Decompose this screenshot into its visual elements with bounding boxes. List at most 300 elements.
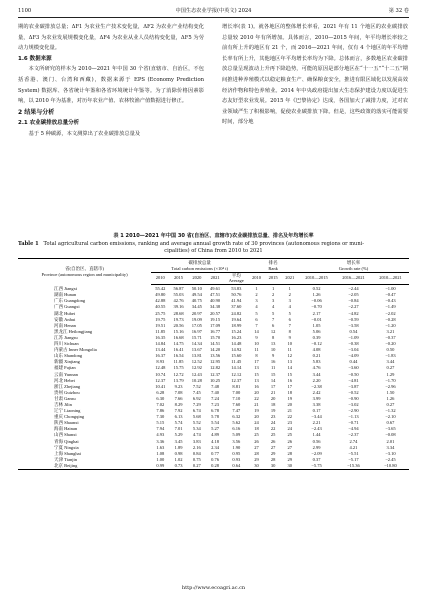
table-cell: 7.45 [192, 389, 201, 395]
table-cell: −1.13 [348, 414, 359, 420]
table-cell: 0.27 [386, 365, 395, 371]
province-cell: 山东 Shandong [54, 353, 83, 359]
table-cell: 8 [272, 334, 275, 340]
table-cell: 7.86 [156, 408, 165, 414]
table-cell: 22 [287, 414, 292, 420]
table-cell: 6.13 [174, 414, 183, 420]
table-cell: 27 [254, 444, 259, 450]
table-cell: 49.61 [210, 286, 221, 292]
table-cell: 28 [270, 456, 276, 462]
table-cell: 19.75 [155, 316, 166, 322]
table-cell: 0.54 [349, 328, 358, 334]
table-cell: −2.05 [348, 292, 359, 298]
table-cell: 19 [287, 395, 292, 401]
table-cell: 12.37 [155, 377, 166, 383]
table-cell: −0.84 [348, 298, 359, 304]
table-cell: −1.49 [385, 304, 396, 310]
table-cell: −0.47 [385, 292, 396, 298]
table-cell: 11 [287, 347, 292, 353]
table-cell: 29 [287, 456, 292, 462]
table-cell: 21 [270, 389, 276, 395]
table-cell: 12.48 [155, 365, 166, 371]
table-cell: 12.12 [231, 371, 242, 377]
rank-year-col: 2010 [248, 273, 265, 285]
table-cell: 0.21 [312, 353, 321, 359]
table-cell: 10.25 [210, 377, 221, 383]
table-cell: 5.34 [192, 426, 201, 432]
growth-header [298, 259, 409, 267]
table-cell: 26 [254, 438, 259, 444]
table-cell: 55.42 [155, 286, 166, 292]
table-cell: 4.76 [312, 365, 321, 371]
table-cell: 20 [287, 401, 292, 407]
table-cell: 13 [287, 359, 292, 365]
table-caption-line1: Total agricultural carbon emissions, ranking and average annual growth rate of 30 provinces (autonomous regions or muni- [43, 241, 364, 247]
table-cell: 14.51 [210, 341, 221, 347]
rank-header-en: Rank [268, 266, 278, 272]
table-cell: 28 [254, 450, 259, 456]
page-header [18, 6, 409, 16]
table-cell: 14 [254, 328, 259, 334]
table-cell: 13.79 [173, 377, 184, 383]
table-cell: 2.21 [312, 420, 321, 426]
table-cell: 17 [287, 383, 292, 389]
table-cell: 14 [287, 365, 292, 371]
table-cell: 18 [287, 389, 292, 395]
table-caption-cn: 表 1 2010—2021 年中国 30 省(自治区、直辖市)农业碳排放总量、排名及年均增长率 [113, 233, 314, 239]
province-cell: 青海 Qinghai [54, 438, 79, 444]
table-cell: 7.94 [156, 426, 165, 432]
table-cell: 16.41 [173, 347, 184, 353]
table-cell: 0.37 [312, 456, 321, 462]
table-cell: 49.80 [155, 292, 166, 298]
table-cell: 16 [270, 359, 276, 365]
table-cell: 3.36 [156, 438, 165, 444]
table-cell: 25.75 [155, 310, 166, 316]
table-cell: 9 [288, 334, 291, 340]
table-cell: −2.10 [385, 414, 396, 420]
table-cell: 16.35 [155, 334, 166, 340]
year-col: 2021 [206, 273, 224, 285]
table-cell: 2 [288, 292, 291, 298]
table-cell: 2.34 [211, 444, 220, 450]
table-cell: 8 [255, 353, 258, 359]
table-cell: 0.99 [151, 463, 169, 470]
table-row [18, 451, 409, 457]
table-cell: 23 [287, 420, 292, 426]
table-cell: 15.71 [191, 334, 202, 340]
table-cell: 1.00 [156, 456, 165, 462]
rank-header [248, 259, 298, 267]
table-cell: 5.15 [156, 420, 165, 426]
province-cell: 福建 Fujian [54, 365, 76, 371]
table-cell: 16.68 [173, 334, 184, 340]
province-header-cn: 省(自治区、直辖市) [65, 266, 105, 272]
left-column [18, 22, 204, 140]
table-row [18, 372, 409, 378]
table-cell: 20 [270, 395, 276, 401]
province-cell: 云南 Yunnan [54, 371, 78, 377]
table-cell: 8 [288, 328, 291, 334]
table-cell: 2 [272, 292, 275, 298]
table-cell: 9 [255, 334, 258, 340]
table-cell: −2.45 [385, 456, 396, 462]
table-cell: 7.00 [232, 389, 241, 395]
table-cell: 20 [254, 389, 259, 395]
table-cell: 3.44 [386, 359, 395, 365]
growth-period-col: 2010—2021 [372, 273, 409, 285]
table-cell: −0.71 [348, 420, 359, 426]
table-cell: −15.36 [335, 463, 372, 470]
table-cell: 5.78 [211, 414, 220, 420]
table-cell: 30 [281, 463, 298, 470]
table-cell: 5.27 [211, 426, 220, 432]
table-cell: −0.08 [385, 432, 396, 438]
table-cell: 3.44 [312, 371, 321, 377]
table-cell: 0.77 [211, 450, 220, 456]
table-cell: 6.28 [156, 389, 165, 395]
table-cell: 3.83 [192, 438, 201, 444]
table-cell: 0.39 [312, 334, 321, 340]
table-cell: 12.92 [191, 365, 202, 371]
province-cell: 河北 Hebei [54, 377, 75, 383]
table-cell: 7.47 [232, 408, 241, 414]
table-cell: 1.26 [386, 395, 395, 401]
table-cell: 13 [254, 377, 259, 383]
table-cell: 0.28 [206, 463, 224, 470]
table-cell: 50.10 [191, 286, 202, 292]
table-cell: 17.09 [210, 322, 221, 328]
table-cell: 15.75 [173, 365, 184, 371]
growth-period-col: 2010—2015 [298, 273, 335, 285]
province-cell: 天津 Tianjin [54, 456, 77, 462]
table-cell: 30 [248, 463, 265, 470]
table-cell: −0.52 [348, 389, 359, 395]
table-cell: −4.81 [348, 377, 359, 383]
table-cell: 25 [254, 432, 259, 438]
table-cell: −3.65 [385, 426, 396, 432]
table-cell: 37.60 [231, 304, 242, 310]
table-cell: 12 [270, 328, 276, 334]
table-cell: 4 [288, 304, 291, 310]
table-cell: 25 [287, 432, 292, 438]
table-cell: 10.41 [155, 383, 166, 389]
table-cell: 24 [270, 420, 276, 426]
total-header-en: Total carbon emissions (×10⁴ t) [171, 266, 228, 272]
table-cell: 3 [272, 298, 275, 304]
table-cell: 5 [288, 310, 291, 316]
table-cell: −0.50 [348, 371, 359, 377]
table-cell: 6.30 [156, 395, 165, 401]
average-col: 平均 Average [224, 273, 248, 285]
table-cell: 56.87 [173, 286, 184, 292]
growth-header-en: Growth rate (%) [338, 266, 369, 272]
table-row [18, 457, 409, 463]
table-cell: 7.08 [174, 389, 183, 395]
table-cell: 0.95 [232, 450, 241, 456]
table-cell: −1.70 [385, 377, 396, 383]
table-cell: 15 [254, 371, 259, 377]
table-cell: −3.60 [348, 365, 359, 371]
table-cell: 13.67 [191, 347, 202, 353]
table-cell: −0.59 [348, 316, 359, 322]
province-cell: 上海 Shanghai [54, 450, 81, 456]
table-cell: 6 [272, 322, 275, 328]
table-cell: 40.90 [210, 298, 221, 304]
table-cell: 2.74 [349, 438, 358, 444]
table-cell: 7.23 [211, 401, 220, 407]
table-cell: 17.05 [191, 322, 202, 328]
growth-period-col: 2016—2021 [335, 273, 372, 285]
table-cell: 20.97 [191, 310, 202, 316]
table-cell: 5.83 [312, 359, 321, 365]
table-cell: 11 [254, 347, 259, 353]
province-cell: 河南 Henan [54, 322, 76, 328]
table-cell: −2.43 [311, 426, 322, 432]
table-cell: 18.99 [231, 322, 242, 328]
table-cell: 0.73 [169, 463, 187, 470]
table-cell: 15 [270, 371, 276, 377]
table-cell: 20.57 [210, 310, 221, 316]
table-cell: 0.27 [188, 463, 206, 470]
table-cell: 19.64 [231, 316, 242, 322]
table-cell: 15.24 [231, 328, 242, 334]
table-cell: −2.37 [348, 432, 359, 438]
table-cell: 24 [254, 420, 259, 426]
table-cell: 2.16 [192, 444, 201, 450]
table-row [18, 463, 409, 470]
table-cell: 34.45 [191, 304, 202, 310]
table-cell: −1.20 [385, 322, 396, 328]
table-cell: 6 [288, 316, 291, 322]
table-cell: 12.43 [191, 371, 202, 377]
table-cell: 13 [254, 365, 259, 371]
table-cell: 5.54 [211, 420, 220, 426]
table-cell: −3.10 [385, 450, 396, 456]
table-cell: 34.38 [210, 304, 221, 310]
table-cell: 0.50 [386, 347, 395, 353]
table-cell: 13.44 [155, 347, 166, 353]
table-cell: 0.98 [174, 450, 183, 456]
table-cell: −5.75 [298, 463, 335, 470]
table-cell: 14 [270, 377, 276, 383]
right-column [222, 22, 408, 128]
year-col: 2010 [151, 273, 169, 285]
table-cell: 24.82 [231, 310, 242, 316]
table-cell: 41.94 [231, 298, 242, 304]
table-cell: 11 [270, 365, 276, 371]
table-cell: 7.66 [174, 395, 183, 401]
table-cell: 6.74 [192, 408, 201, 414]
table-cell: 0.64 [224, 463, 248, 470]
table-cell: −2.44 [348, 286, 359, 292]
table-cell: 19 [270, 408, 276, 414]
table-cell: 7 [288, 322, 291, 328]
table-cell: 16 [287, 377, 292, 383]
table-cell: −3.58 [348, 322, 359, 328]
province-cell: 新疆 Xinjiang [54, 359, 80, 365]
table-cell: 29 [254, 456, 259, 462]
table-cell: 6.16 [232, 426, 241, 432]
table-cell: 0.67 [386, 420, 395, 426]
table-cell: −0.01 [311, 316, 322, 322]
table-cell: −0.37 [385, 334, 396, 340]
table-cell: 5.09 [232, 432, 241, 438]
table-cell: 6.32 [232, 414, 241, 420]
body-columns [18, 22, 409, 230]
table-cell: −10.80 [372, 463, 409, 470]
table-cell: 24 [287, 426, 292, 432]
table-cell: −2.38 [311, 383, 322, 389]
paragraph: 增长率(表 1)。就各地区的整体增长率看，2021 年有 11 个地区的农业碳排放总量较 2010 年有所增加。具体而言，2010—2015 年间，年平均增长率较之前有所上升的地区有 21 个，而 2016—2021 年间，仅有 4 个地区的年平均增长率有所上升，其他地区年平均增长率均为下降。总体而言，多数地区农业碳排放总量呈现波动上升再下降趋势，可能的原因是部分地区在“十一五”“十二五”期间推进种养殖模式以稳定粮食生产、确保粮食安全，推进有限区域化以发展高效经济作物和特色养殖业。2014 年中央政府提出加大生态保护建设力度以促进生态友好型农业发展。2015 年《巴黎协定》达成，各国加大了减排力度，过对农业领域严生了积极影响，促使农业碳排放下降。但是，这些政策的落实可能需要时间，部分地 [222, 24, 408, 126]
table-cell: −2.27 [348, 304, 359, 310]
table-caption-line2: cipalities) of China from 2010 to 2021 [164, 248, 263, 254]
table-cell: 23 [270, 414, 276, 420]
table-cell: −5.17 [348, 456, 359, 462]
table-cell: −2.02 [385, 310, 396, 316]
table-cell: 13.81 [191, 353, 202, 359]
table-cell: 7.48 [211, 383, 220, 389]
province-cell: 广东 Guangdong [54, 298, 86, 304]
table-cell: 3 [288, 298, 291, 304]
table-cell: 12.52 [191, 359, 202, 365]
table-cell: 16.54 [173, 353, 184, 359]
table-cell: 50.76 [231, 292, 242, 298]
province-cell: 内蒙古 Inner Mongolia [54, 347, 97, 353]
table-cell: 1 [288, 286, 291, 292]
table-cell: 29 [270, 450, 276, 456]
table-cell: 1.26 [312, 292, 321, 298]
table-cell: 16.23 [231, 334, 242, 340]
table-cell: 13.56 [210, 353, 221, 359]
table-cell: 14.84 [155, 341, 166, 347]
table-cell: 2.17 [312, 310, 321, 316]
table-cell: 27 [270, 444, 276, 450]
province-cell: 湖南 Hunan [54, 292, 77, 298]
table-cell: 7.29 [192, 401, 201, 407]
table-cell: −1.00 [385, 286, 396, 292]
province-header-en: Province (autonomous region and municipality) [41, 272, 128, 278]
table-cell: 8.81 [232, 383, 241, 389]
table-cell: 17 [254, 359, 259, 365]
table-cell: 6.78 [211, 408, 220, 414]
table-cell: −4.82 [348, 310, 359, 316]
table-cell: 20 [254, 414, 259, 420]
table-cell: 0.27 [386, 401, 395, 407]
table-cell: −1.83 [385, 353, 396, 359]
table-cell: −3.87 [348, 383, 359, 389]
table-cell: 12.82 [210, 365, 221, 371]
table-cell: −2.90 [348, 408, 359, 414]
table-cell: 0.75 [192, 456, 201, 462]
total-header [151, 259, 248, 267]
table-cell: −4.94 [348, 426, 359, 432]
table-cell: 10.74 [155, 371, 166, 377]
table-cell: −1.09 [348, 334, 359, 340]
table-cell: 8.93 [156, 359, 165, 365]
table-cell: −0.38 [348, 341, 359, 347]
province-header [18, 259, 151, 285]
table-cell: 7.10 [232, 395, 241, 401]
table-cell: 5 [272, 310, 275, 316]
table-cell: 28.68 [173, 310, 184, 316]
table-cell: 5.52 [192, 420, 201, 426]
table-cell: 7.92 [174, 408, 183, 414]
table-cell: 2.99 [312, 444, 321, 450]
province-cell: 甘肃 Gansu [54, 395, 76, 401]
table-cell: 12.37 [231, 377, 242, 383]
table-cell: 5.74 [174, 420, 183, 426]
table-cell: 25 [270, 432, 276, 438]
table-cell: 12.95 [210, 359, 221, 365]
table-cell: 7.01 [174, 426, 183, 432]
table-cell: 0.93 [232, 456, 241, 462]
table-cell: 1 [272, 286, 275, 292]
table-cell: −3.04 [348, 347, 359, 353]
table-cell: −4.09 [348, 353, 359, 359]
table-cell: 2 [255, 292, 258, 298]
table-cell: 19.15 [210, 316, 221, 322]
volume-label: 第 32 卷 [388, 8, 409, 14]
table-cell: 19.51 [155, 322, 166, 328]
province-cell: 辽宁 Liaoning [54, 408, 81, 414]
rank-year-col: 2015 [265, 273, 282, 285]
year-col: 2020 [188, 273, 206, 285]
table-cell: 1.44 [312, 432, 321, 438]
rank-year-col: 2021 [281, 273, 298, 285]
table-cell: 2.01 [386, 438, 395, 444]
rank-header-cn: 排名 [268, 260, 278, 265]
table-cell: −0.20 [385, 341, 396, 347]
table-cell: 3.21 [386, 328, 395, 334]
province-cell: 陕西 Shaanxi [54, 420, 79, 426]
province-cell: 湖北 Hubei [54, 310, 76, 316]
table-cell: 9.23 [174, 383, 183, 389]
table-cell: 7.40 [211, 389, 220, 395]
table-cell: 49.54 [191, 292, 202, 298]
table-cell: 0.56 [312, 438, 321, 444]
table-cell: 27 [287, 444, 292, 450]
table-cell: 16.97 [191, 328, 202, 334]
journal-title: 中国生态农业学报(中英文) 2024 [175, 8, 252, 14]
table-cell: 6 [255, 316, 258, 322]
table-cell: 12.72 [173, 371, 184, 377]
table-cell: 4.21 [349, 444, 358, 450]
table-cell: −1.32 [385, 408, 396, 414]
table-cell: 9 [272, 353, 275, 359]
table-cell: 5 [255, 310, 258, 316]
table-cell: 10.28 [191, 377, 202, 383]
table-cell: 8.29 [174, 401, 183, 407]
table-cell: 14.20 [210, 347, 221, 353]
table-cell: 14.92 [231, 347, 242, 353]
table-cell: 13 [270, 341, 276, 347]
table-row [18, 439, 409, 445]
table-cell: 0.76 [211, 456, 220, 462]
table-cell: −0.90 [348, 395, 359, 401]
header-rule [18, 17, 409, 18]
province-cell: 吉林 Jilin [54, 401, 72, 407]
table-cell: 14.34 [191, 341, 202, 347]
table-cell: 7.24 [211, 395, 220, 401]
table-cell: 16.77 [210, 328, 221, 334]
section-heading: 1.6 数据来源 [18, 55, 52, 62]
table-cell: 21 [287, 408, 292, 414]
table-cell: 42.76 [173, 298, 184, 304]
table-cell: 3.56 [232, 438, 241, 444]
table-cell: 1 [255, 286, 258, 292]
table-cell: 15.60 [231, 353, 242, 359]
